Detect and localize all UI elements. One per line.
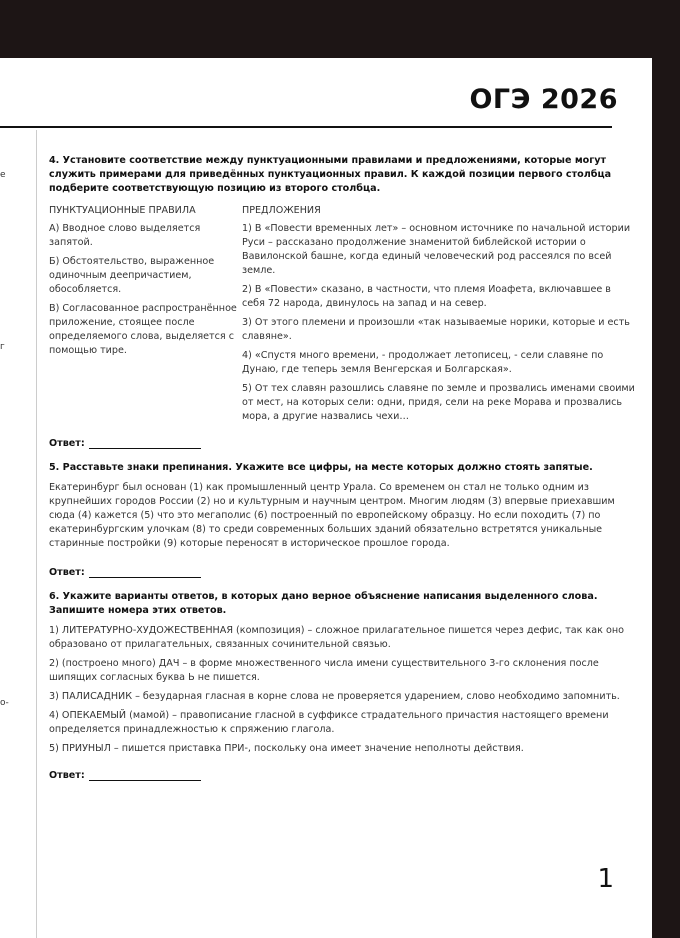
task-5 [49,461,635,578]
option-item: 4) ОПЕКАЕМЫЙ (мамой) – правописание гласной в суффиксе страдательного причастия настоящего времени определяется принадлежностью к спряжению глагола. [49,710,609,735]
answer-label: Ответ: [49,567,85,578]
task-4-heading: 4. Установите соответствие между пунктуационными правилами и предложениями, которые могут служить примерами для приведённых пунктуационных правил. К каждой позиции первого столбца подберите соответствующую позицию из второго столбца. [49,155,612,194]
content-column [49,154,635,793]
task-6-answer [49,770,635,781]
exam-title: ОГЭ 2026 [469,84,618,115]
option-item: 2) (построено много) ДАЧ – в форме множественного числа имени существительного 3-го склонения после шипящих согласных буква Ь не пишется. [49,658,599,683]
task-6-heading: 6. Укажите варианты ответов, в которых дано верное объяснение написания выделенного слова. Запишите номера этих ответов. [49,591,598,616]
margin-fragment: г [0,342,5,352]
option-item: 5) ПРИУНЫЛ – пишется приставка ПРИ-, поскольку она имеет значение неполноты действия. [49,743,524,754]
rule-item: Б) Обстоятельство, выраженное одиночным деепричастием, обособляется. [49,256,215,295]
sentences-column-header: ПРЕДЛОЖЕНИЯ [242,205,321,216]
task-5-heading: 5. Расставьте знаки препинания. Укажите все цифры, на месте которых должно стоять запятые. [49,462,593,473]
margin-divider [36,130,37,938]
sentence-item: 2) В «Повести» сказано, в частности, что племя Иоафета, включавшее в себя 72 народа, двинулось на запад и на север. [242,284,611,309]
sentence-item: 4) «Спустя много времени, - продолжает летописец, - сели славяне по Дунаю, где теперь земля Венгерская и Болгарская». [242,350,604,375]
rule-item: В) Согласованное распространённое приложение, стоящее после определяемого слова, выделяется с помощью тире. [49,303,237,356]
sentences-column [242,204,635,429]
rule-item: А) Вводное слово выделяется запятой. [49,223,201,248]
worksheet-page [0,58,652,938]
matching-table [49,204,635,429]
task-5-answer [49,567,635,578]
task-4-answer [49,438,635,449]
option-item: 3) ПАЛИСАДНИК – безударная гласная в корне слова не проверяется ударением, слово необходимо запомнить. [49,691,620,702]
rules-column [49,204,242,429]
answer-field[interactable] [89,568,201,578]
answer-label: Ответ: [49,438,85,449]
page-number: 1 [597,864,614,894]
task-6 [49,590,635,781]
sentence-item: 1) В «Повести временных лет» – основном источнике по начальной истории Руси – рассказано продолжение знаменитой библейской истории о Вавилонской башне, когда единый человеческий род рассеялся по всей земле. [242,223,631,276]
rules-column-header: ПУНКТУАЦИОННЫЕ ПРАВИЛА [49,205,196,216]
header-divider [0,126,612,128]
answer-field[interactable] [89,771,201,781]
option-item: 1) ЛИТЕРАТУРНО-ХУДОЖЕСТВЕННАЯ (композиция) – сложное прилагательное пишется через дефис, так как оно образовано от прилагательных, связанных сочинительной связью. [49,625,625,650]
task-4 [49,154,635,449]
answer-field[interactable] [89,439,201,449]
answer-label: Ответ: [49,770,85,781]
task-5-text: Екатеринбург был основан (1) как промышленный центр Урала. Со временем он стал не только одним из крупнейших городов России (2) но и культурным и научным центром. Многим людям (3) впервые приехавшим сюда (4) кажется (5) что это мегаполис (6) построенный по европейскому образцу. Но если походить (7) по екатеринбургским улочкам (8) то среди современных больших зданий обязательно встретятся уникальные старинные постройки (9) которые переносят в историческое прошлое города. [49,482,615,549]
sentence-item: 3) От этого племени и произошли «так называемые норики, которые и есть славяне». [242,317,630,342]
margin-fragment: е [0,170,6,180]
task-6-options [49,624,635,756]
margin-fragment: о- [0,698,9,708]
sentence-item: 5) От тех славян разошлись славяне по земле и прозвались именами своими от мест, на которых сели: одни, придя, сели на реке Морава и прозвались мора, а другие назвались чехи… [242,383,635,422]
